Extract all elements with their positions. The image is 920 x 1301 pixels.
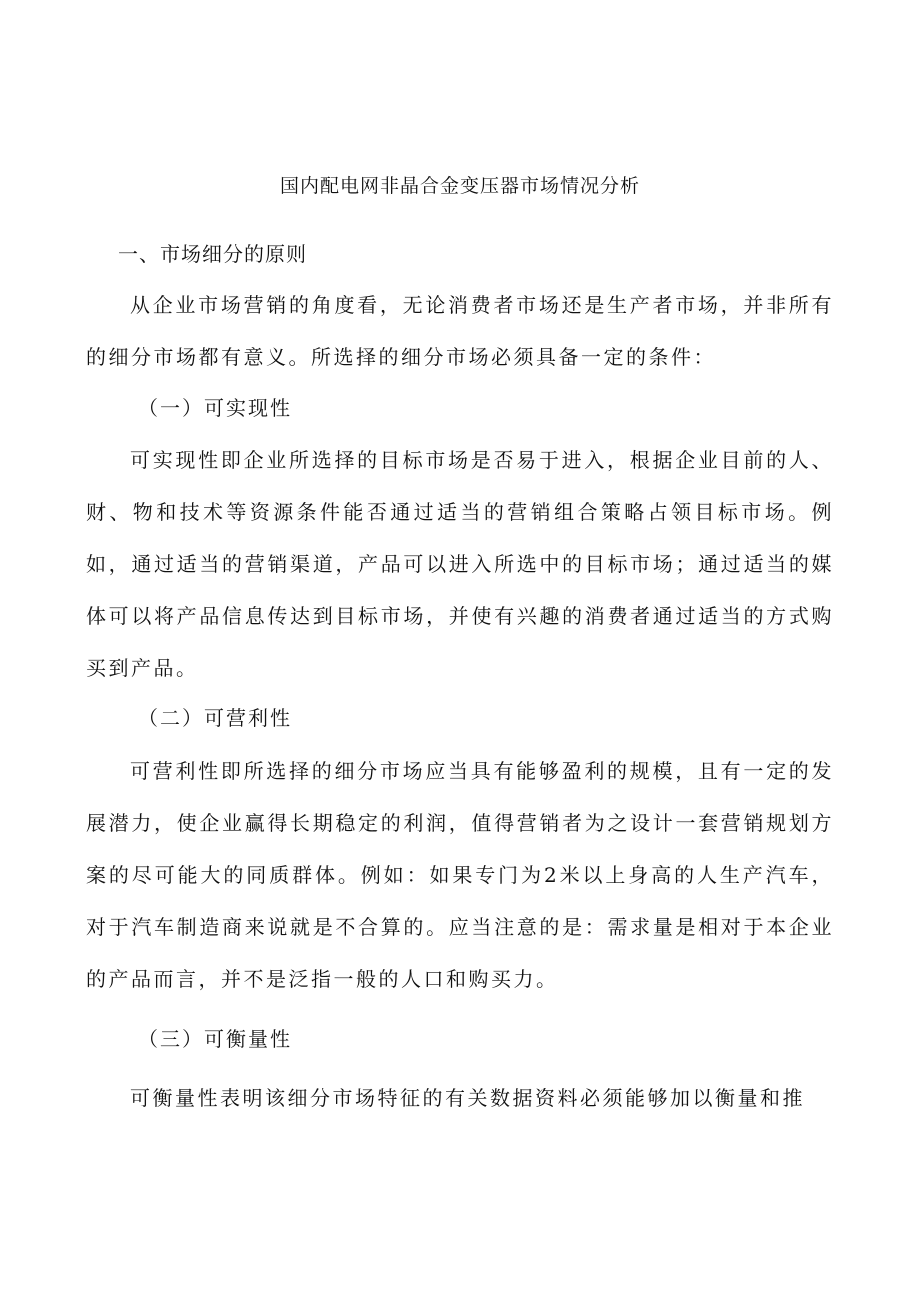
measurability-paragraph: 可衡量性表明该细分市场特征的有关数据资料必须能够加以衡量和推 [130,1086,805,1110]
section-heading-principles: 一、市场细分的原则 [118,242,307,266]
subsection-heading-measurability: （三）可衡量性 [138,1027,292,1051]
subsection-heading-feasibility: （一）可实现性 [138,396,292,420]
document-title: 国内配电网非晶合金变压器市场情况分析 [279,175,640,197]
subsection-heading-profitability: （二）可营利性 [138,706,292,730]
intro-paragraph: 从企业市场营销的角度看，无论消费者市场还是生产者市场，并非所有的细分市场都有意义。所选择的细分市场必须具备一定的条件： [86,293,834,369]
feasibility-paragraph: 可实现性即企业所选择的目标市场是否易于进入，根据企业目前的人、财、物和技术等资源条件能否通过适当的营销组合策略占领目标市场。例如，通过适当的营销渠道，产品可以进入所选中的目标市场；通过适当的媒体可以将产品信息传达到目标市场，并使有兴趣的消费者通过适当的方式购买到产品。 [86,448,834,680]
profitability-paragraph: 可营利性即所选择的细分市场应当具有能够盈利的规模，且有一定的发展潜力，使企业赢得长期稳定的利润，值得营销者为之设计一套营销规划方案的尽可能大的同质群体。例如：如果专门为2米以上身高的人生产汽车，对于汽车制造商来说就是不合算的。应当注意的是：需求量是相对于本企业的产品而言，并不是泛指一般的人口和购买力。 [86,759,834,991]
